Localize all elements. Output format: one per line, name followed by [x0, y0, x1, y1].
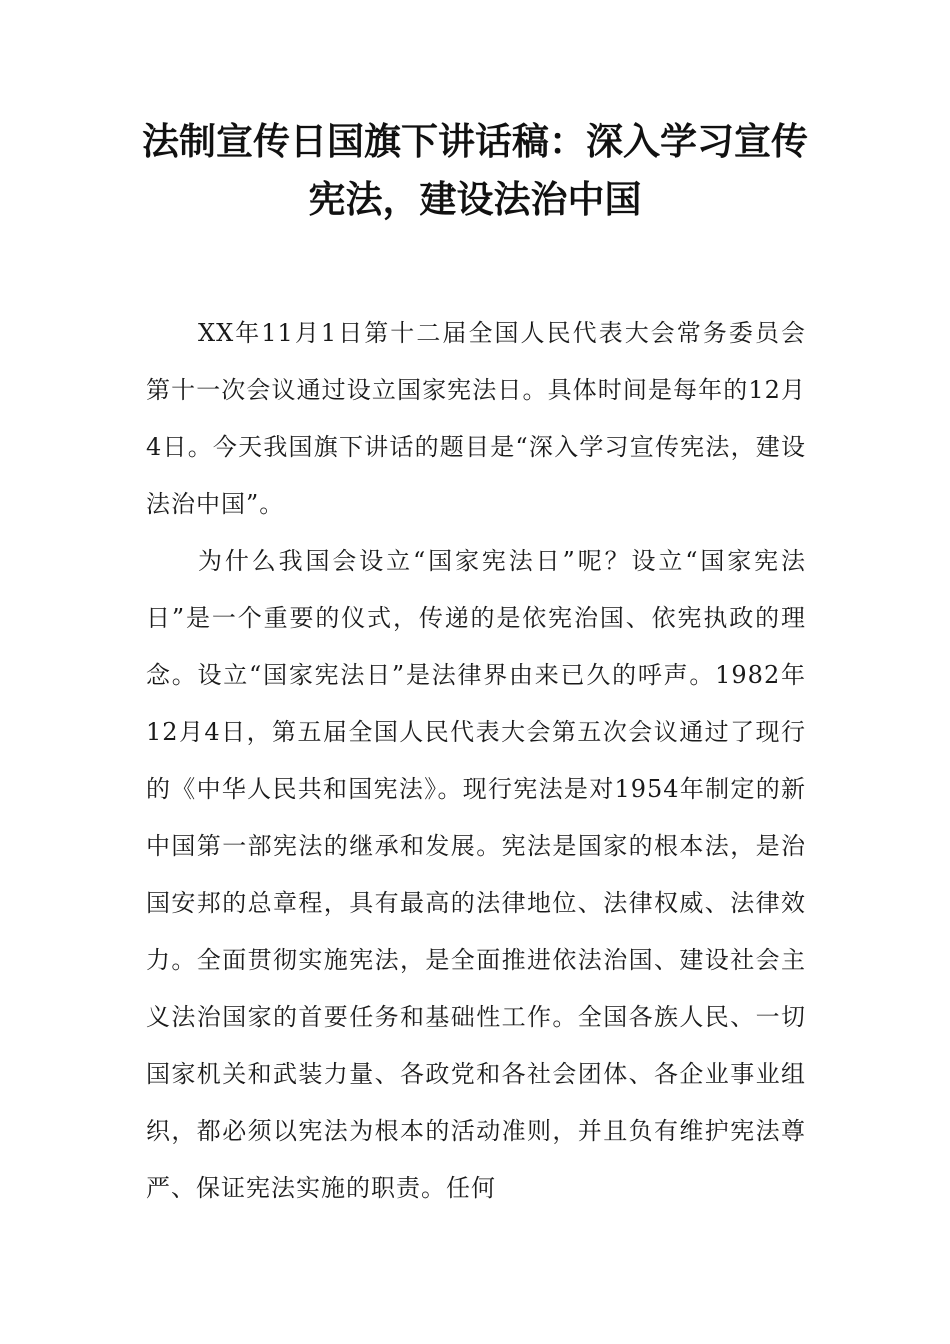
paragraph-2: 为什么我国会设立“国家宪法日”呢？设立“国家宪法日”是一个重要的仪式，传递的是依宪治国、依宪执政的理念。设立“国家宪法日”是法律界由来已久的呼声。1982年12月4日，第五届全国人民代表大会第五次会议通过了现行的《中华人民共和国宪法》。现行宪法是对1954年制定的新中国第一部宪法的继承和发展。宪法是国家的根本法，是治国安邦的总章程，具有最高的法律地位、法律权威、法律效力。全面贯彻实施宪法，是全面推进依法治国、建设社会主义法治国家的首要任务和基础性工作。全国各族人民、一切国家机关和武装力量、各政党和各社会团体、各企业事业组织，都必须以宪法为根本的活动准则，并且负有维护宪法尊严、保证宪法实施的职责。任何 — [146, 547, 806, 1202]
document-title: 法制宣传日国旗下讲话稿：深入学习宣传宪法，建设法治中国 — [142, 119, 808, 221]
paragraph-1: XX年11月1日第十二届全国人民代表大会常务委员会第十一次会议通过设立国家宪法日。具体时间是每年的12月4日。今天我国旗下讲话的题目是“深入学习宣传宪法，建设法治中国”。 — [146, 319, 806, 518]
document-body — [146, 305, 806, 1217]
